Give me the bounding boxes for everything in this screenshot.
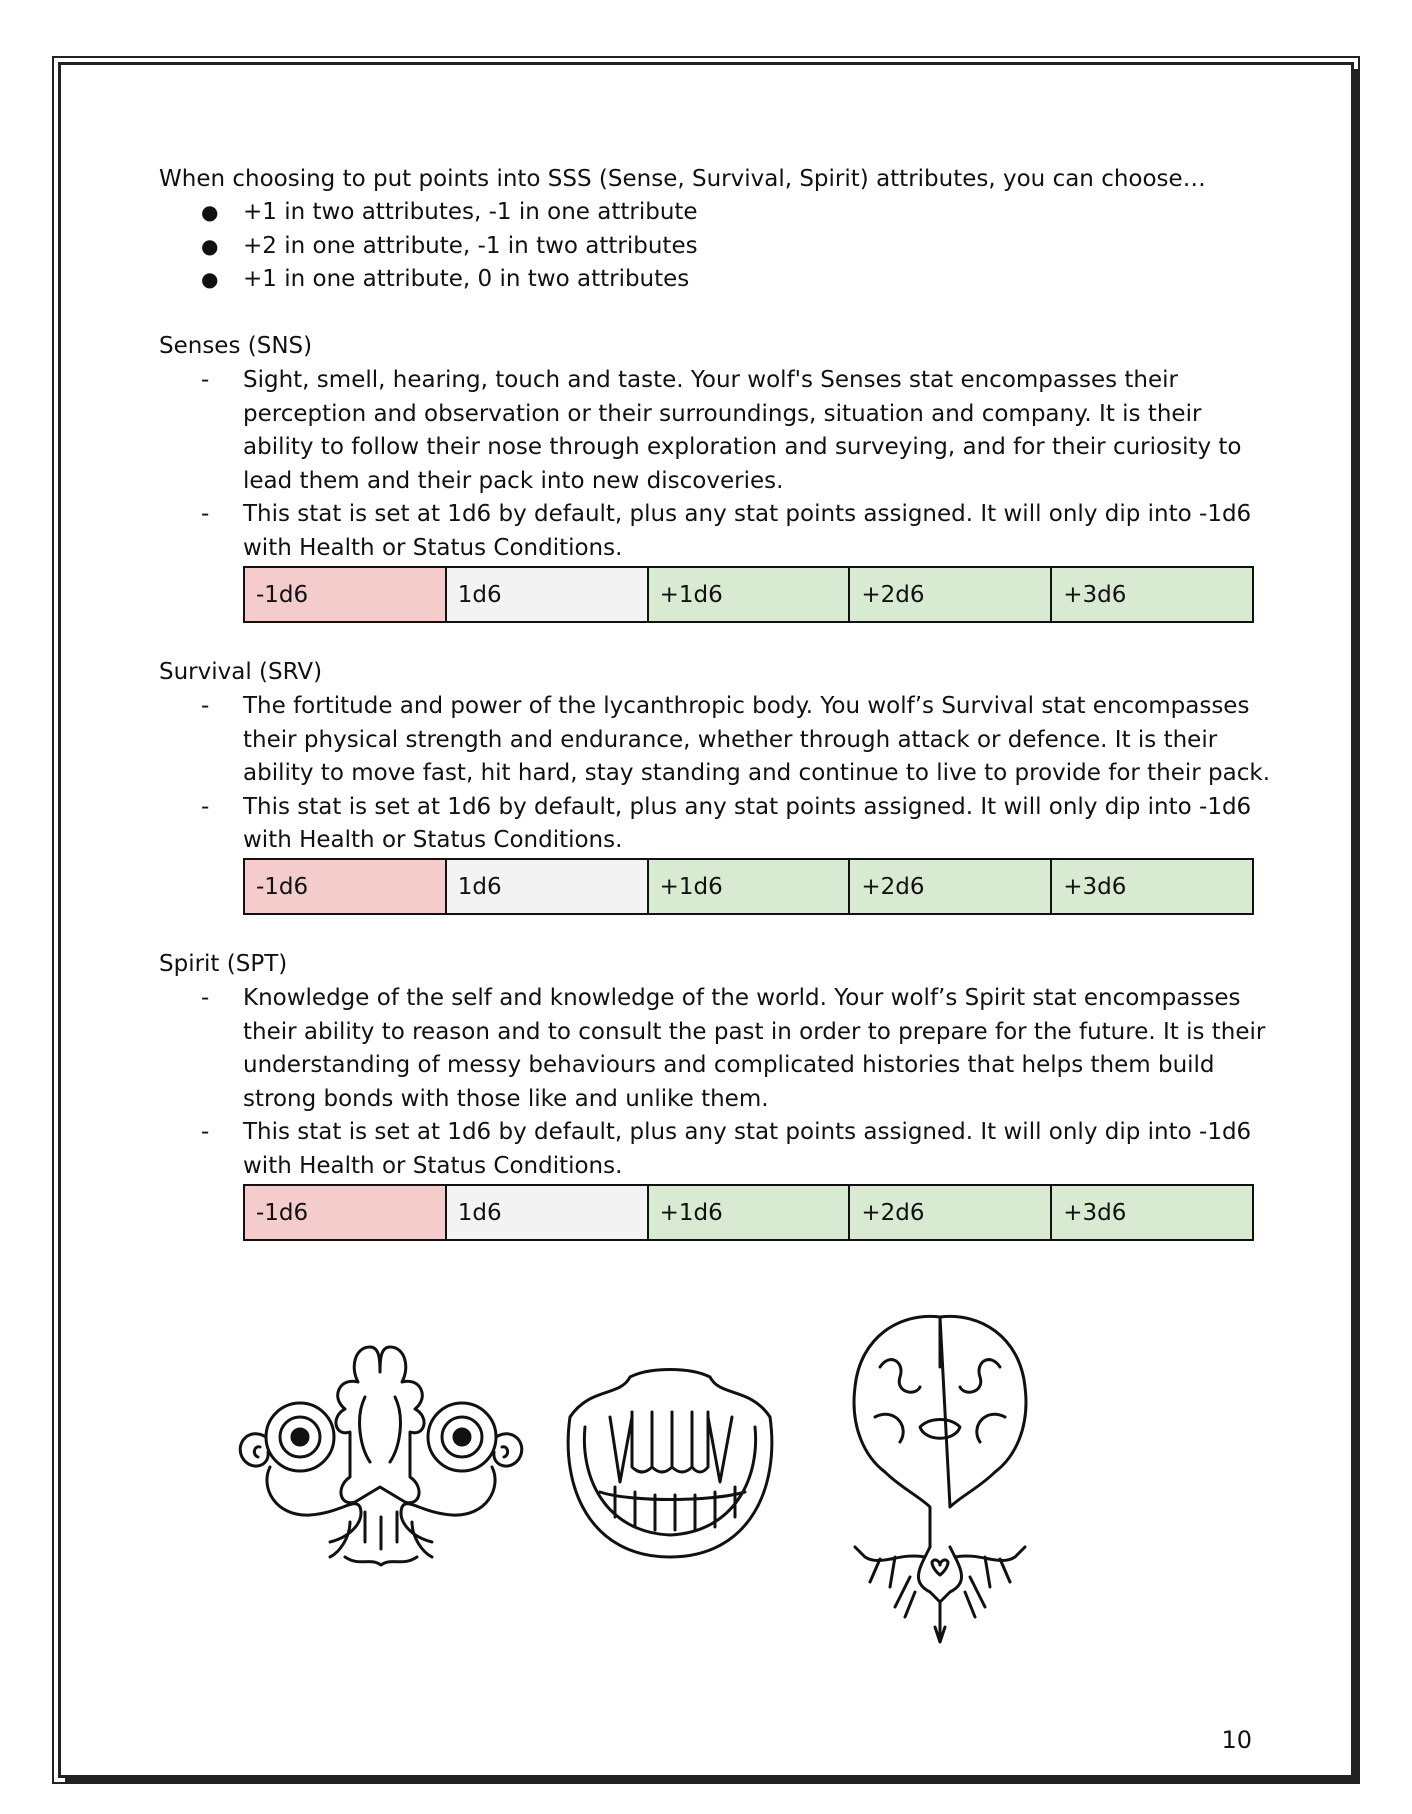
dice-cell: -1d6 [244,1185,446,1240]
options-list [159,196,698,297]
dash-marker: - [201,793,210,820]
section-heading-senses: Senses (SNS) [159,333,313,359]
section-list-spirit [159,982,1266,1183]
dice-cell: +1d6 [648,859,850,914]
dice-cell: +2d6 [849,859,1051,914]
default-note-item: - This stat is set at 1d6 by default, plus any stat points assigned. It will only dip into -1d6 with Health or Status Conditions. [159,1116,1259,1183]
dice-cell: 1d6 [446,1185,648,1240]
dash-marker: - [201,693,210,719]
option-item: ● +1 in one attribute, 0 in two attributes [159,263,698,297]
dice-cell: 1d6 [446,567,648,622]
section-heading-survival: Survival (SRV) [159,659,323,685]
brain-illustration [854,1316,1026,1642]
dash-marker: - [201,367,210,393]
default-note-item: - This stat is set at 1d6 by default, plus any stat points assigned. It will only dip into -1d6 with Health or Status Conditions. [159,791,1259,858]
section-heading-spirit: Spirit (SPT) [159,951,288,977]
dice-cell: -1d6 [244,567,446,622]
dash-marker: - [201,501,210,527]
teeth-illustration [568,1370,772,1558]
dash-marker: - [201,1119,210,1145]
dice-cell: +3d6 [1051,567,1253,622]
illustrations-strip [190,1297,1230,1662]
dice-cell: +2d6 [849,567,1051,622]
description-item: - Sight, smell, hearing, touch and taste. Your wolf's Senses stat encompasses their perception and observation or their surroundings, situation and company. It is their ability to follow their nose through exploration and surveying, and for their curiosity to lead them and their pack into new discoveries. [159,364,1259,498]
bullet-icon: ● [201,267,219,291]
dash-marker: - [201,985,210,1011]
bullet-icon: ● [201,200,219,224]
dice-cell: +2d6 [849,1185,1051,1240]
option-item: ● +1 in two attributes, -1 in one attribute [159,196,698,230]
dice-cell: 1d6 [446,859,648,914]
senses-face-illustration [240,1347,522,1565]
default-note-item: - This stat is set at 1d6 by default, plus any stat points assigned. It will only dip into -1d6 with Health or Status Conditions. [159,498,1259,565]
dice-table-survival [243,858,1254,915]
description-item: - Knowledge of the self and knowledge of the world. Your wolf’s Spirit stat encompasses their ability to reason and to consult the past in order to prepare for the future. It is their understanding of messy behaviours and complicated histories that helps them build strong bonds with those like and unlike them. [159,982,1259,1116]
dice-cell: +3d6 [1051,1185,1253,1240]
description-item: - The fortitude and power of the lycanthropic body. You wolf’s Survival stat encompasses their physical strength and endurance, whether through attack or defence. It is their ability to move fast, hit hard, stay standing and continue to live to provide for their pack. [159,690,1259,791]
dice-cell: -1d6 [244,859,446,914]
dice-cell: +1d6 [648,1185,850,1240]
option-item: ● +2 in one attribute, -1 in two attributes [159,230,698,264]
dice-cell: +3d6 [1051,859,1253,914]
section-list-survival [159,690,1271,858]
dice-cell: +1d6 [648,567,850,622]
dice-table-spirit [243,1184,1254,1241]
bullet-icon: ● [201,233,219,258]
dice-table-senses [243,566,1254,623]
page-number: 10 [1221,1726,1252,1754]
intro-paragraph: When choosing to put points into SSS (Sense, Survival, Spirit) attributes, you can choose… [159,166,1206,192]
section-list-senses [159,364,1259,565]
